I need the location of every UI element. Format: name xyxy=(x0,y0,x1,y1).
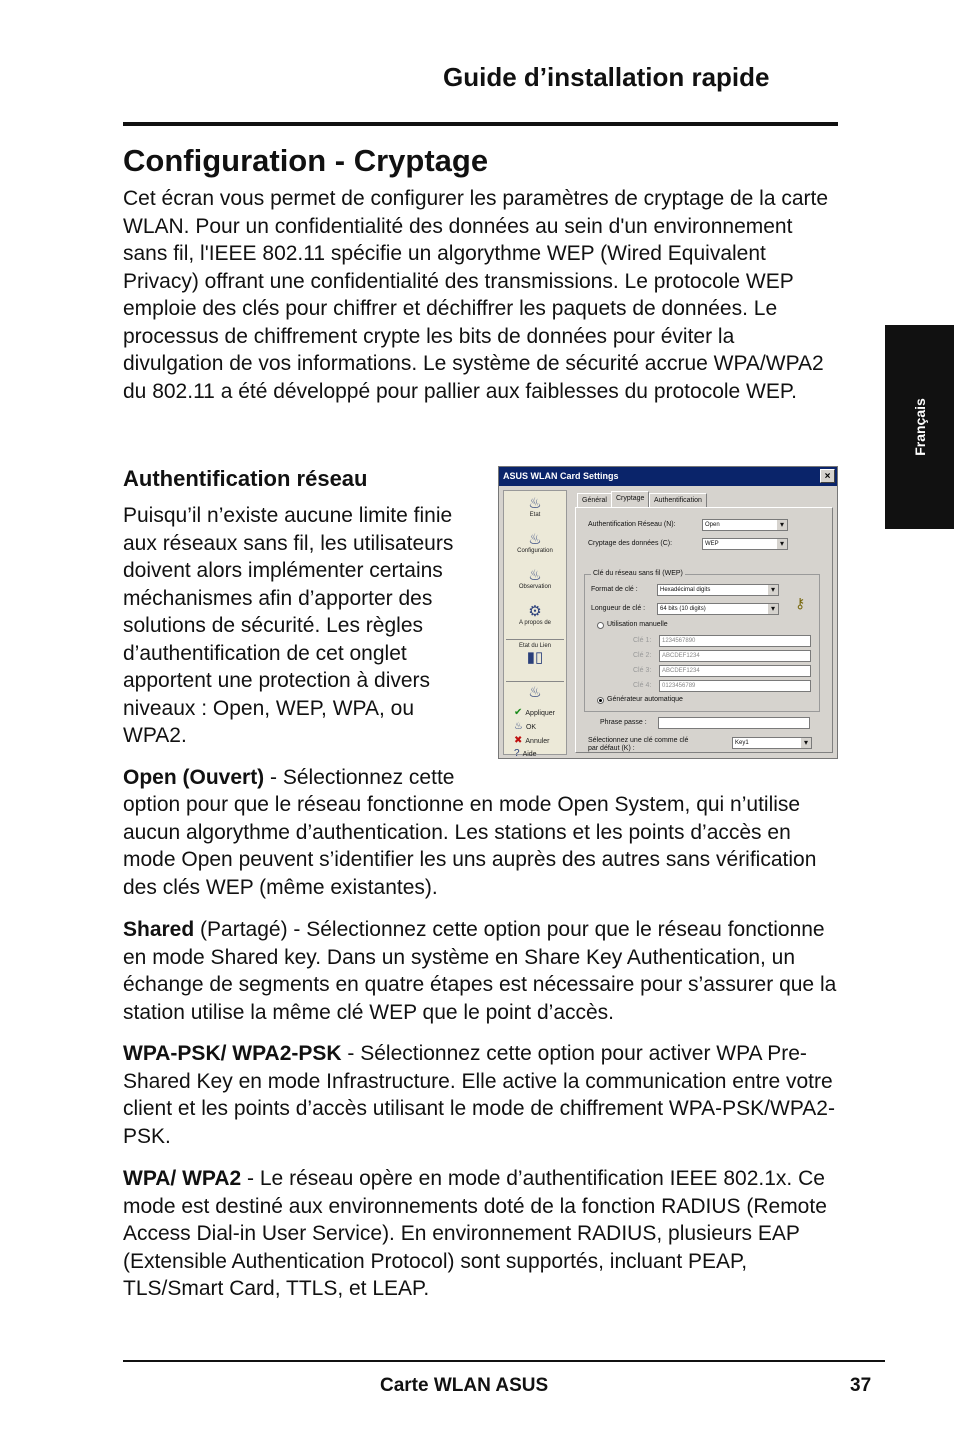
key4-input: 0123456789 xyxy=(659,680,811,692)
tab-authentication: Authentification xyxy=(649,493,707,508)
key-icon: ⚷ xyxy=(795,595,806,611)
wpa-paragraph xyxy=(123,1165,843,1303)
open-paragraph: option pour que le réseau fonctionne en mode Open System, qui n’utilise aucun algorythme d’authentication. Les stations et les points d’accès en mode Open peuvent s’identifier les uns auprès des autres sans vérification des clés WEP (même existantes). xyxy=(123,793,817,899)
page-title: Configuration - Cryptage xyxy=(123,143,489,178)
close-icon: × xyxy=(820,469,835,483)
ok-item: ♨ OK xyxy=(514,721,537,732)
wep-group-label: Clé du réseau sans fil (WEP) xyxy=(593,570,683,577)
language-side-tab xyxy=(885,325,954,529)
wpa-term: WPA/ WPA2 xyxy=(123,1167,242,1190)
shared-text: (Partagé) - Sélectionnez cette option pour que le réseau fonctionne en mode Shared key. Dans un système en Share Key Authentication, un échange de segments en quatre étapes est nécessaire pour s’assurer que la station utilise la même clé WEP que le point d’accès. xyxy=(123,918,837,1024)
wpa-psk-text: - Sélectionnez cette option pour activer WPA Pre-Shared Key en mode Infrastructure. Elle active la communication entre votre client et les points d’accès utilisant le mode de chiffrement WPA-PSK/WPA2-PSK. xyxy=(123,1042,835,1148)
settings-dialog-screenshot xyxy=(498,466,838,759)
encryption-select: WEP ▾ xyxy=(702,538,788,550)
open-text-start: - Sélectionnez cette xyxy=(264,766,455,789)
status-icon: ♨ Etat xyxy=(528,495,542,518)
manual-radio xyxy=(597,622,604,629)
passphrase-input xyxy=(658,717,810,729)
dialog-title: ASUS WLAN Card Settings xyxy=(503,471,619,481)
wpa-psk-paragraph xyxy=(123,1040,843,1150)
language-label: Français xyxy=(911,398,928,456)
open-line-1 xyxy=(123,764,454,792)
top-rule xyxy=(123,122,838,126)
auto-label: Générateur automatique xyxy=(607,696,683,703)
config-icon: ♨ Configuration xyxy=(517,531,553,554)
sidebar-separator xyxy=(506,639,564,640)
cancel-item: ✖ Annuler xyxy=(514,735,550,746)
bottom-rule xyxy=(123,1360,885,1362)
tab-general: Général xyxy=(577,493,612,508)
key2-input: ABCDEF1234 xyxy=(659,650,811,662)
shared-paragraph xyxy=(123,916,843,1026)
key3-label: Clé 3: xyxy=(633,667,652,674)
wpa-text: - Le réseau opère en mode d’authentification IEEE 802.1x. Ce mode est destiné aux environnements doté de la fonction RADIUS (Remote Access Dial-in User Service). En environnement RADIUS, plusieurs EAP (Extensible Authentication Protocol) sont supportés, incluant PEAP, TLS/Smart Card, TTLS, et LEAP. xyxy=(123,1167,827,1300)
key-length-select: 64 bits (10 digits) ▾ xyxy=(657,603,779,615)
footer-title: Carte WLAN ASUS xyxy=(380,1375,549,1396)
auth-heading: Authentification réseau xyxy=(123,466,368,491)
manual-label: Utilisation manuelle xyxy=(607,621,668,628)
tab-encryption: Cryptage xyxy=(611,491,649,508)
default-key-label: Sélectionnez une clé comme clé par défaut (K) : xyxy=(588,737,689,752)
about-icon: ⚙ A propos de xyxy=(518,603,552,626)
passphrase-label: Phrase passe : xyxy=(600,719,647,726)
intro-paragraph: Cet écran vous permet de configurer les paramètres de cryptage de la carte WLAN. Pour un confidentialité des données au sein d'un environnement sans fil, l'IEEE 802.11 spécifie un algorythme WEP (Wired Equivalent Privacy) offrant une confidentialité des transmissions. Le protocole WEP emploie des clés pour chiffrer et déchiffrer les paquets de données. Le processus de chiffrement crypte les bits de données pour éviter la divulgation de vos informations. Le système de sécurité accrue WPA/WPA2 du 802.11 a été développé pour pallier aux faiblesses du protocole WEP. xyxy=(123,187,829,403)
sidebar-action-icon: ♨ xyxy=(528,684,542,701)
survey-icon: ♨ Observation xyxy=(518,567,552,590)
key3-input: ABCDEF1234 xyxy=(659,665,811,677)
dialog-panel xyxy=(575,507,833,753)
key-format-select: Hexadécimal digits ▾ xyxy=(657,584,779,596)
key2-label: Clé 2: xyxy=(633,652,652,659)
ok-icon: ♨ xyxy=(514,721,523,732)
dialog-titlebar xyxy=(499,467,837,486)
key1-input: 1234567890 xyxy=(659,635,811,647)
key4-label: Clé 4: xyxy=(633,682,652,689)
auto-radio xyxy=(597,697,604,704)
default-key-select: Key1 ▾ xyxy=(732,737,812,749)
auth-mode-select: Open ▾ xyxy=(702,519,788,531)
key1-label: Clé 1: xyxy=(633,637,652,644)
encryption-label: Cryptage des données (C): xyxy=(588,540,673,547)
auth-paragraph: Puisqu’il n’existe aucune limite finie aux réseaux sans fil, les utilisateurs doivent alors implémenter certains méchanismes afin d’apporter des solutions de sécurité. Les règles d’authentification de cet onglet apportent une protection à divers niveaux : Open, WEP, WPA, ou WPA2. xyxy=(123,504,454,747)
help-item: ? Aide xyxy=(514,748,537,759)
page-number: 37 xyxy=(850,1375,872,1396)
cancel-icon: ✖ xyxy=(514,735,523,746)
key-format-label: Format de clé : xyxy=(591,586,638,593)
header-title: Guide d’installation rapide xyxy=(443,62,770,92)
apply-item: ✔ Appliquer xyxy=(514,707,555,718)
key-length-label: Longueur de clé : xyxy=(591,605,646,612)
link-status-icon: Etat du Lien ▮▯ xyxy=(518,643,552,666)
shared-term: Shared xyxy=(123,918,195,941)
wpa-psk-term: WPA-PSK/ WPA2-PSK xyxy=(123,1042,342,1065)
sidebar-separator xyxy=(506,681,564,682)
dialog-sidebar xyxy=(503,490,567,759)
help-icon: ? xyxy=(514,748,520,759)
open-term: Open (Ouvert) xyxy=(123,766,265,789)
auth-mode-label: Authentification Réseau (N): xyxy=(588,521,676,528)
check-icon: ✔ xyxy=(514,707,523,718)
wep-key-groupbox xyxy=(584,570,820,712)
